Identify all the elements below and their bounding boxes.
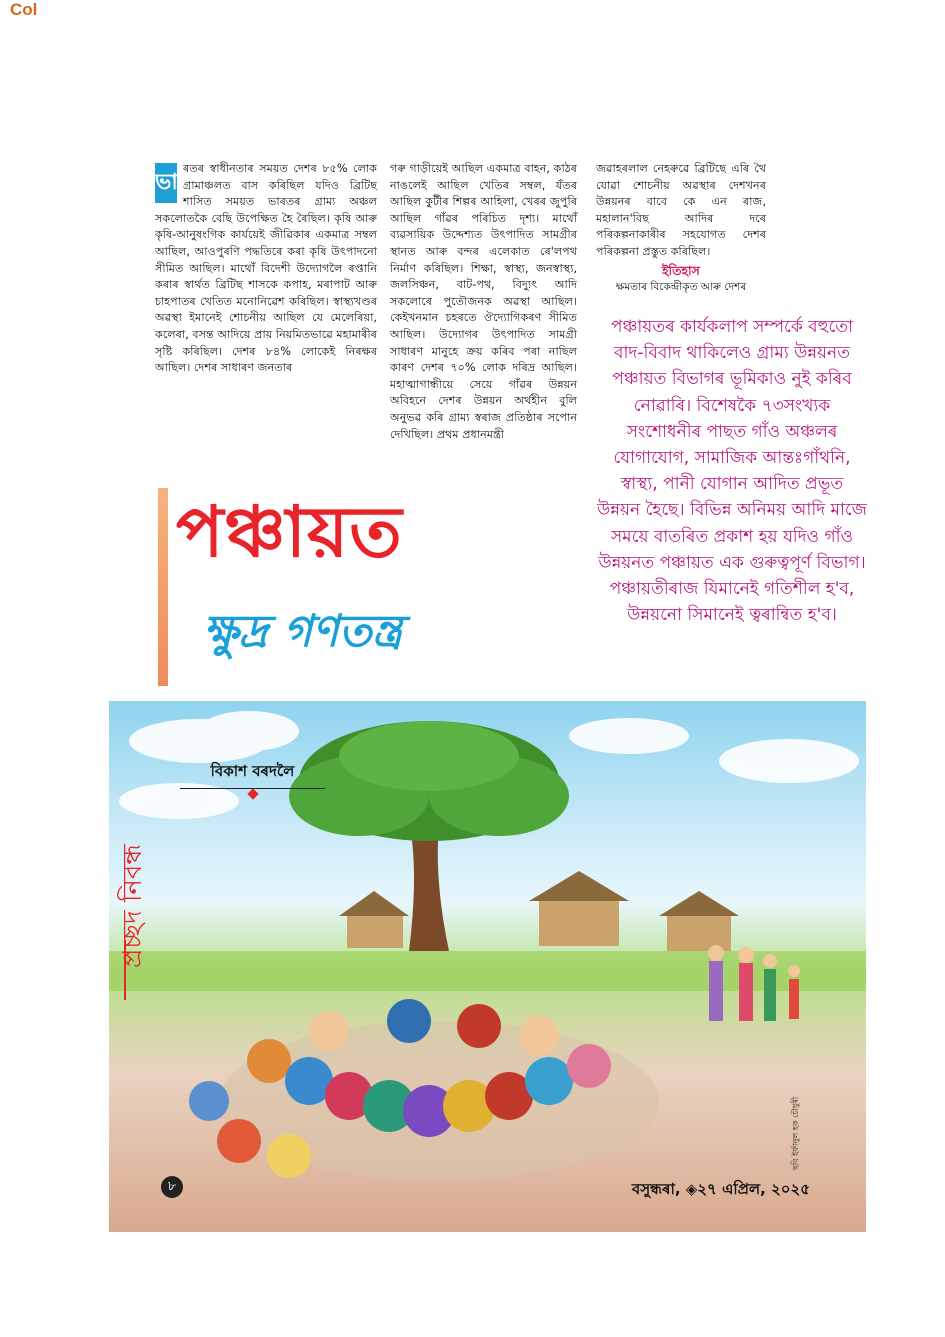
history-text: ক্ষমতাৰ বিকেন্দ্ৰীকৃত আৰু দেশৰ (615, 281, 747, 294)
dropcap: ভা (155, 163, 177, 203)
column-3-text: জৱাহৰলাল নেহৰুৱে ব্ৰিটিছে এৰি থৈ যোৱা শোচনীয় অৱস্থাৰ দেশখনৰ উন্নয়নৰ বাবে কে এন ৰাজ, মহালান'বিছ আদিৰ দৰে পৰিকল্পনাকাৰীৰ সহযোগত দেশৰ পৰিকল্পনা প্ৰস্তুত কৰিছিল। (596, 162, 766, 258)
illustration-credit: ছবি ইৰ্ফানুল হক চৌধুৰী (791, 1096, 800, 1170)
history-heading: ইতিহাস (662, 262, 700, 278)
corner-mark: Col (10, 0, 38, 19)
section-category-label: প্ৰচ্ছদ নিবন্ধ (118, 844, 148, 968)
article-subtitle: ক্ষুদ্ৰ গণতন্ত্ৰ (203, 606, 403, 657)
seated-crowd (189, 999, 659, 1181)
article-title: পঞ্চায়ত (176, 491, 403, 573)
article-column-2 (390, 161, 577, 443)
article-column-1 (155, 161, 377, 377)
village-huts (339, 871, 739, 951)
page-number: ৮ (161, 1176, 183, 1198)
banyan-tree (289, 721, 569, 951)
publication-footer: বসুন্ধৰা, ◈২৭ এপ্ৰিল, ২০২৫ (631, 1180, 810, 1198)
article-column-3 (596, 161, 766, 296)
column-2-text: গৰু গাড়ীয়েই আছিল একমাত্ৰ বাহন, কাঠৰ নাঙলেই আছিল খেতিৰ সম্বল, যঁতৰ আছিল কুটীৰ শিল্পৰ আহিলা, খেৰৰ জুপুৰি আছিল গাঁৱৰ পৰিচিত দৃশ্য। মাথোঁ ব্যৱসায়িক উদ্দেশ্যত উৎপাদিত সামগ্ৰীৰ স্থানত আৰু বন্দৰ এলেকাত ৰে'লপথ নিৰ্মাণ কৰিছিল। শিক্ষা, স্বাস্থ্য, জনস্বাস্থ্য, জলসিঞ্চন, বাট-পথ, বিদ্যুৎ আদি সকলোৰে পুতৌজনক অৱস্থা আছিল। কেইখনমান চহৰতে ঔদ্যোগিকৰণ সীমিত আছিল। উদ্যোগৰ উৎপাদিত সামগ্ৰী সাধাৰণ মানুহে ক্ৰয় কৰিব পৰা নাছিল কাৰণ দেশৰ ৭০% লোক দৰিদ্ৰ আছিল। মহাত্মাগান্ধীয়ে সেয়ে গাঁৱৰ উন্নয়ন অবিহনে দেশৰ উন্নয়ন অৰ্থহীন বুলি অনুভৱ কৰি গ্ৰাম্য স্বৰাজ প্ৰতিষ্ঠাৰ সপোন দেখিছিল। প্ৰথম প্ৰধানমন্ত্ৰী (390, 162, 577, 441)
column-1-text: ৰতৰ স্বাধীনতাৰ সময়ত দেশৰ ৮৫% লোক গ্ৰামাঞ্চলত বাস কৰিছিল যদিও ব্ৰিটিছ শাসিত সময়ত ভাৰতৰ গ্ৰাম্য অঞ্চল সকলোতকৈ বেছি উপেক্ষিত হৈ ৰৈছিল। কৃষি আৰু কৃষি-আনুষংগিক কাৰ্যয়েই জীৱিকাৰ একমাত্ৰ সম্বল আছিল, আওপুৰণি পদ্ধতিৰে কৰা কৃষি উৎপাদনো সীমিত আছিল। মাথোঁ বিদেশী উদ্যোগলৈ ৰপ্তানি কৰাৰ স্বাৰ্থত ব্ৰিটিছ শাসকে কপাহ, মৰাপাট আৰু চাহপাতৰ খেতিত মনোনিৱেশ কৰিছিল। স্বাস্থ্যখণ্ডৰ অৱস্থা ইমানেই শোচনীয় আছিল যে মেলেৰিয়া, কলেৰা, বসন্ত আদিয়ে প্ৰায় নিয়মিতভাৱে মহামাৰীৰ সৃষ্টি কৰিছিল। দেশৰ ৮৪% লোকেই নিৰক্ষৰ আছিল। দেশৰ সাধাৰণ জনতাৰ (155, 162, 377, 375)
title-accent-bar (158, 488, 168, 686)
pull-quote: পঞ্চায়তৰ কাৰ্যকলাপ সম্পৰ্কে বহুতো বাদ-বিবাদ থাকিলেও গ্ৰাম্য উন্নয়নত পঞ্চায়ত বিভাগৰ ভূমিকাও নুই কৰিব নোৱাৰি। বিশেষকৈ ৭৩সংখ্যক সংশোধনীৰ পাছত গাঁও অঞ্চলৰ যোগাযোগ, সামাজিক আন্তঃগাঁথনি, স্বাস্থ্য, পানী যোগান আদিত প্ৰভূত উন্নয়ন হৈছে। বিভিন্ন অনিময় আদি মাজে সময়ে বাতৰিত প্ৰকাশ হয় যদিও গাঁও উন্নয়নত পঞ্চায়ত এক গুৰুত্বপূৰ্ণ বিভাগ। পঞ্চায়তীৰাজ যিমানেই গতিশীল হ'ব, উন্নয়নো সিমানেই ত্বৰান্বিত হ'ব। (597, 317, 867, 626)
author-byline: বিকাশ বৰদলৈ (180, 760, 325, 789)
